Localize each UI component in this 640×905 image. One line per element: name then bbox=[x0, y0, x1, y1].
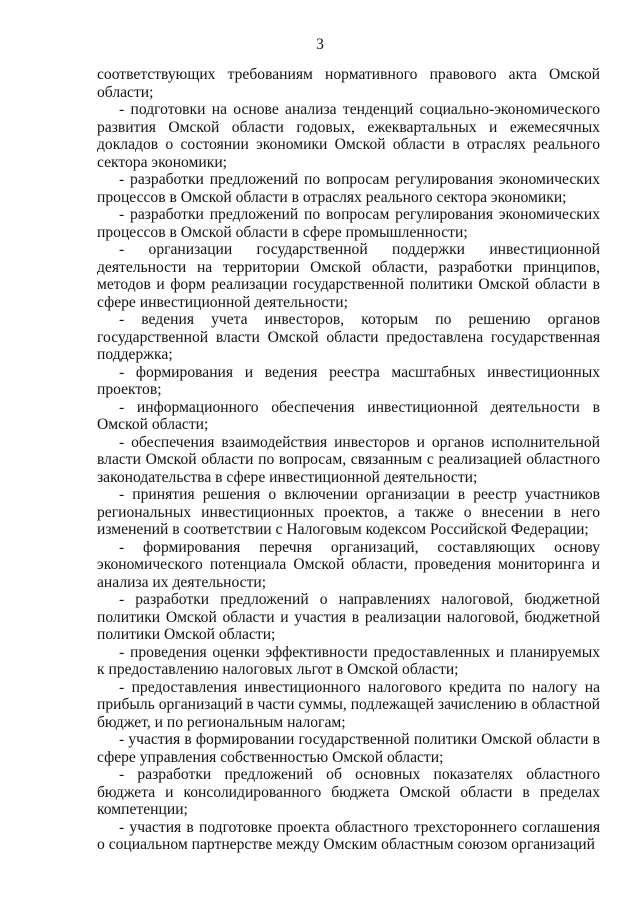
list-item-paragraph: - разработки предложений по вопросам регулирования экономических процессов в Омской области в сфере промышленности; bbox=[97, 206, 600, 241]
list-item-paragraph: - проведения оценки эффективности предоставленных и планируемых к предоставлению налоговых льгот в Омской области; bbox=[97, 643, 600, 678]
list-item-paragraph: - ведения учета инвесторов, которым по решению органов государственной власти Омской области предоставлена государственная поддержка; bbox=[97, 311, 600, 363]
list-item-paragraph: - принятия решения о включении организации в реестр участников региональных инвестиционных проектов, а также о внесении в него изменений в соответствии с Налоговым кодексом Российской Федерации; bbox=[97, 486, 600, 538]
list-item-paragraph: - обеспечения взаимодействия инвесторов и органов исполнительной власти Омской области по вопросам, связанным с реализацией областного законодательства в сфере инвестиционной деятельности; bbox=[97, 433, 600, 486]
list-item-paragraph: - участия в подготовке проекта областного трехстороннего соглашения о социальном партнерстве между Омским областным союзом организаций bbox=[97, 818, 600, 853]
list-item-paragraph: - формирования перечня организаций, составляющих основу экономического потенциала Омской области, проведения мониторинга и анализа их деятельности; bbox=[97, 538, 600, 591]
page-number: 3 bbox=[316, 36, 324, 53]
list-item-paragraph: - формирования и ведения реестра масштабных инвестиционных проектов; bbox=[97, 363, 600, 398]
list-item-paragraph: - разработки предложений по вопросам регулирования экономических процессов в Омской области в отраслях реального сектора экономики; bbox=[97, 171, 600, 206]
list-item-paragraph: - информационного обеспечения инвестиционной деятельности в Омской области; bbox=[97, 398, 600, 433]
list-item-paragraph: - организации государственной поддержки инвестиционной деятельности на территории Омской области, разработки принципов, методов и форм реализации государственной политики Омской области в сфере инвестиционной деятельности; bbox=[97, 241, 600, 311]
list-item-paragraph: - участия в формировании государственной политики Омской области в сфере управления собственностью Омской области; bbox=[97, 731, 600, 766]
paragraph-continuation: соответствующих требованиям нормативного правового акта Омской области; bbox=[97, 66, 600, 101]
list-item-paragraph: - предоставления инвестиционного налогового кредита по налогу на прибыль организаций в части суммы, подлежащей зачислению в областной бюджет, и по региональным налогам; bbox=[97, 678, 600, 731]
document-body bbox=[97, 66, 600, 854]
list-item-paragraph: - разработки предложений об основных показателях областного бюджета и консолидированного бюджета Омской области в пределах компетенции; bbox=[97, 766, 600, 818]
list-item-paragraph: - разработки предложений о направлениях налоговой, бюджетной политики Омской области и участия в реализации налоговой, бюджетной политики Омской области; bbox=[97, 591, 600, 643]
list-item-paragraph: - подготовки на основе анализа тенденций социально-экономического развития Омской области годовых, ежеквартальных и ежемесячных докладов о состоянии экономики Омской области в отраслях реального сектора экономики; bbox=[97, 101, 600, 171]
